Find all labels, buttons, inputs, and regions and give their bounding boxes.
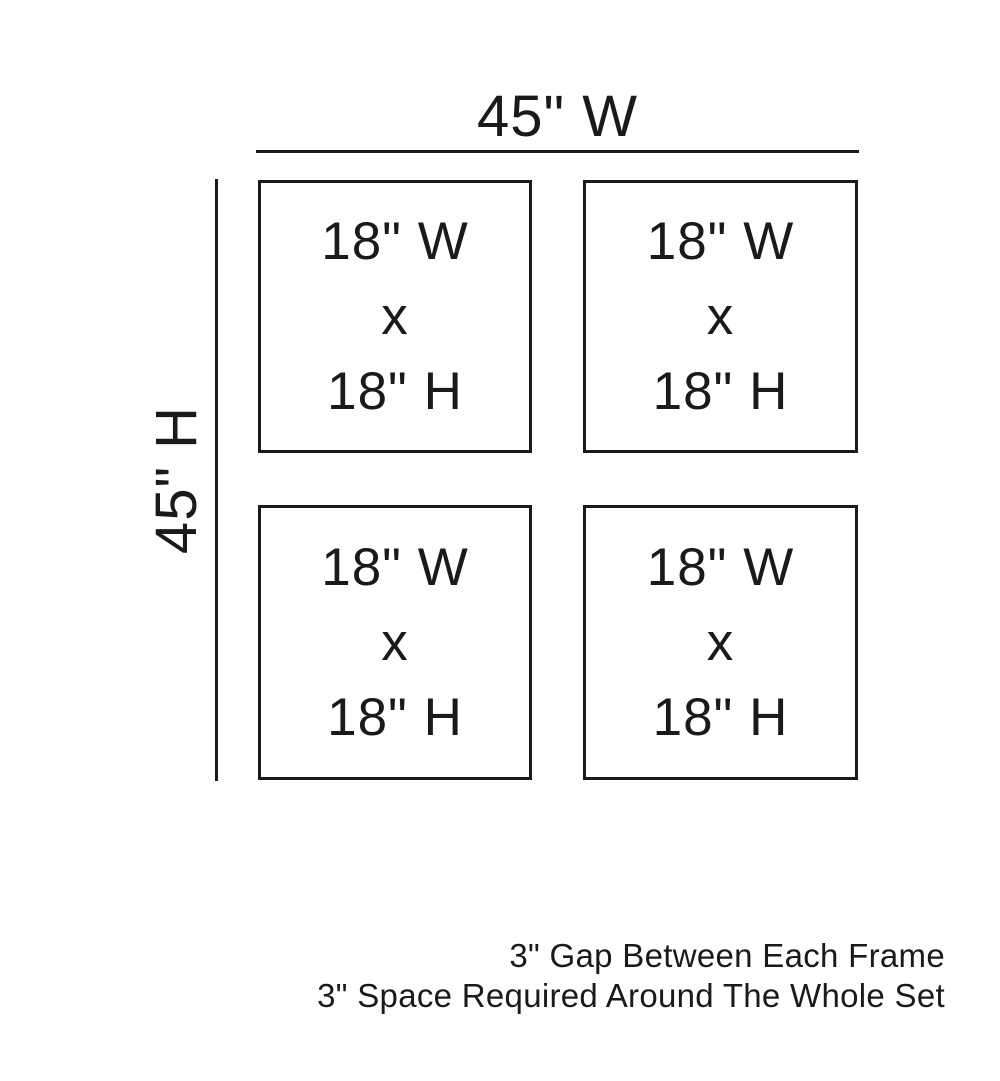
frame-dimension-separator: x xyxy=(706,287,735,346)
frame-bottom-left xyxy=(258,505,532,780)
frame-dimension-separator: x xyxy=(381,613,409,672)
frame-bottom-right xyxy=(583,505,858,780)
width-dimension-line xyxy=(256,150,859,153)
frame-width-label: 18" W xyxy=(321,212,469,271)
frame-dimension-separator: x xyxy=(706,613,735,672)
frame-height-label: 18" H xyxy=(327,362,463,421)
overall-height-label: 45" H xyxy=(144,405,209,555)
note-space-around-set: 3" Space Required Around The Whole Set xyxy=(317,977,945,1014)
frame-dimension-separator: x xyxy=(381,287,409,346)
frame-height-label: 18" H xyxy=(652,688,789,747)
frame-height-label: 18" H xyxy=(327,688,463,747)
height-dimension-line xyxy=(215,179,218,781)
frame-top-right xyxy=(583,180,858,453)
frame-width-label: 18" W xyxy=(646,212,795,271)
frame-height-label: 18" H xyxy=(652,362,789,421)
note-gap-between-frames: 3" Gap Between Each Frame xyxy=(509,937,945,974)
overall-width-label: 45" W xyxy=(477,84,638,149)
frame-width-label: 18" W xyxy=(646,538,795,597)
frame-width-label: 18" W xyxy=(321,538,469,597)
frame-top-left xyxy=(258,180,532,453)
spacing-notes xyxy=(317,936,945,1016)
